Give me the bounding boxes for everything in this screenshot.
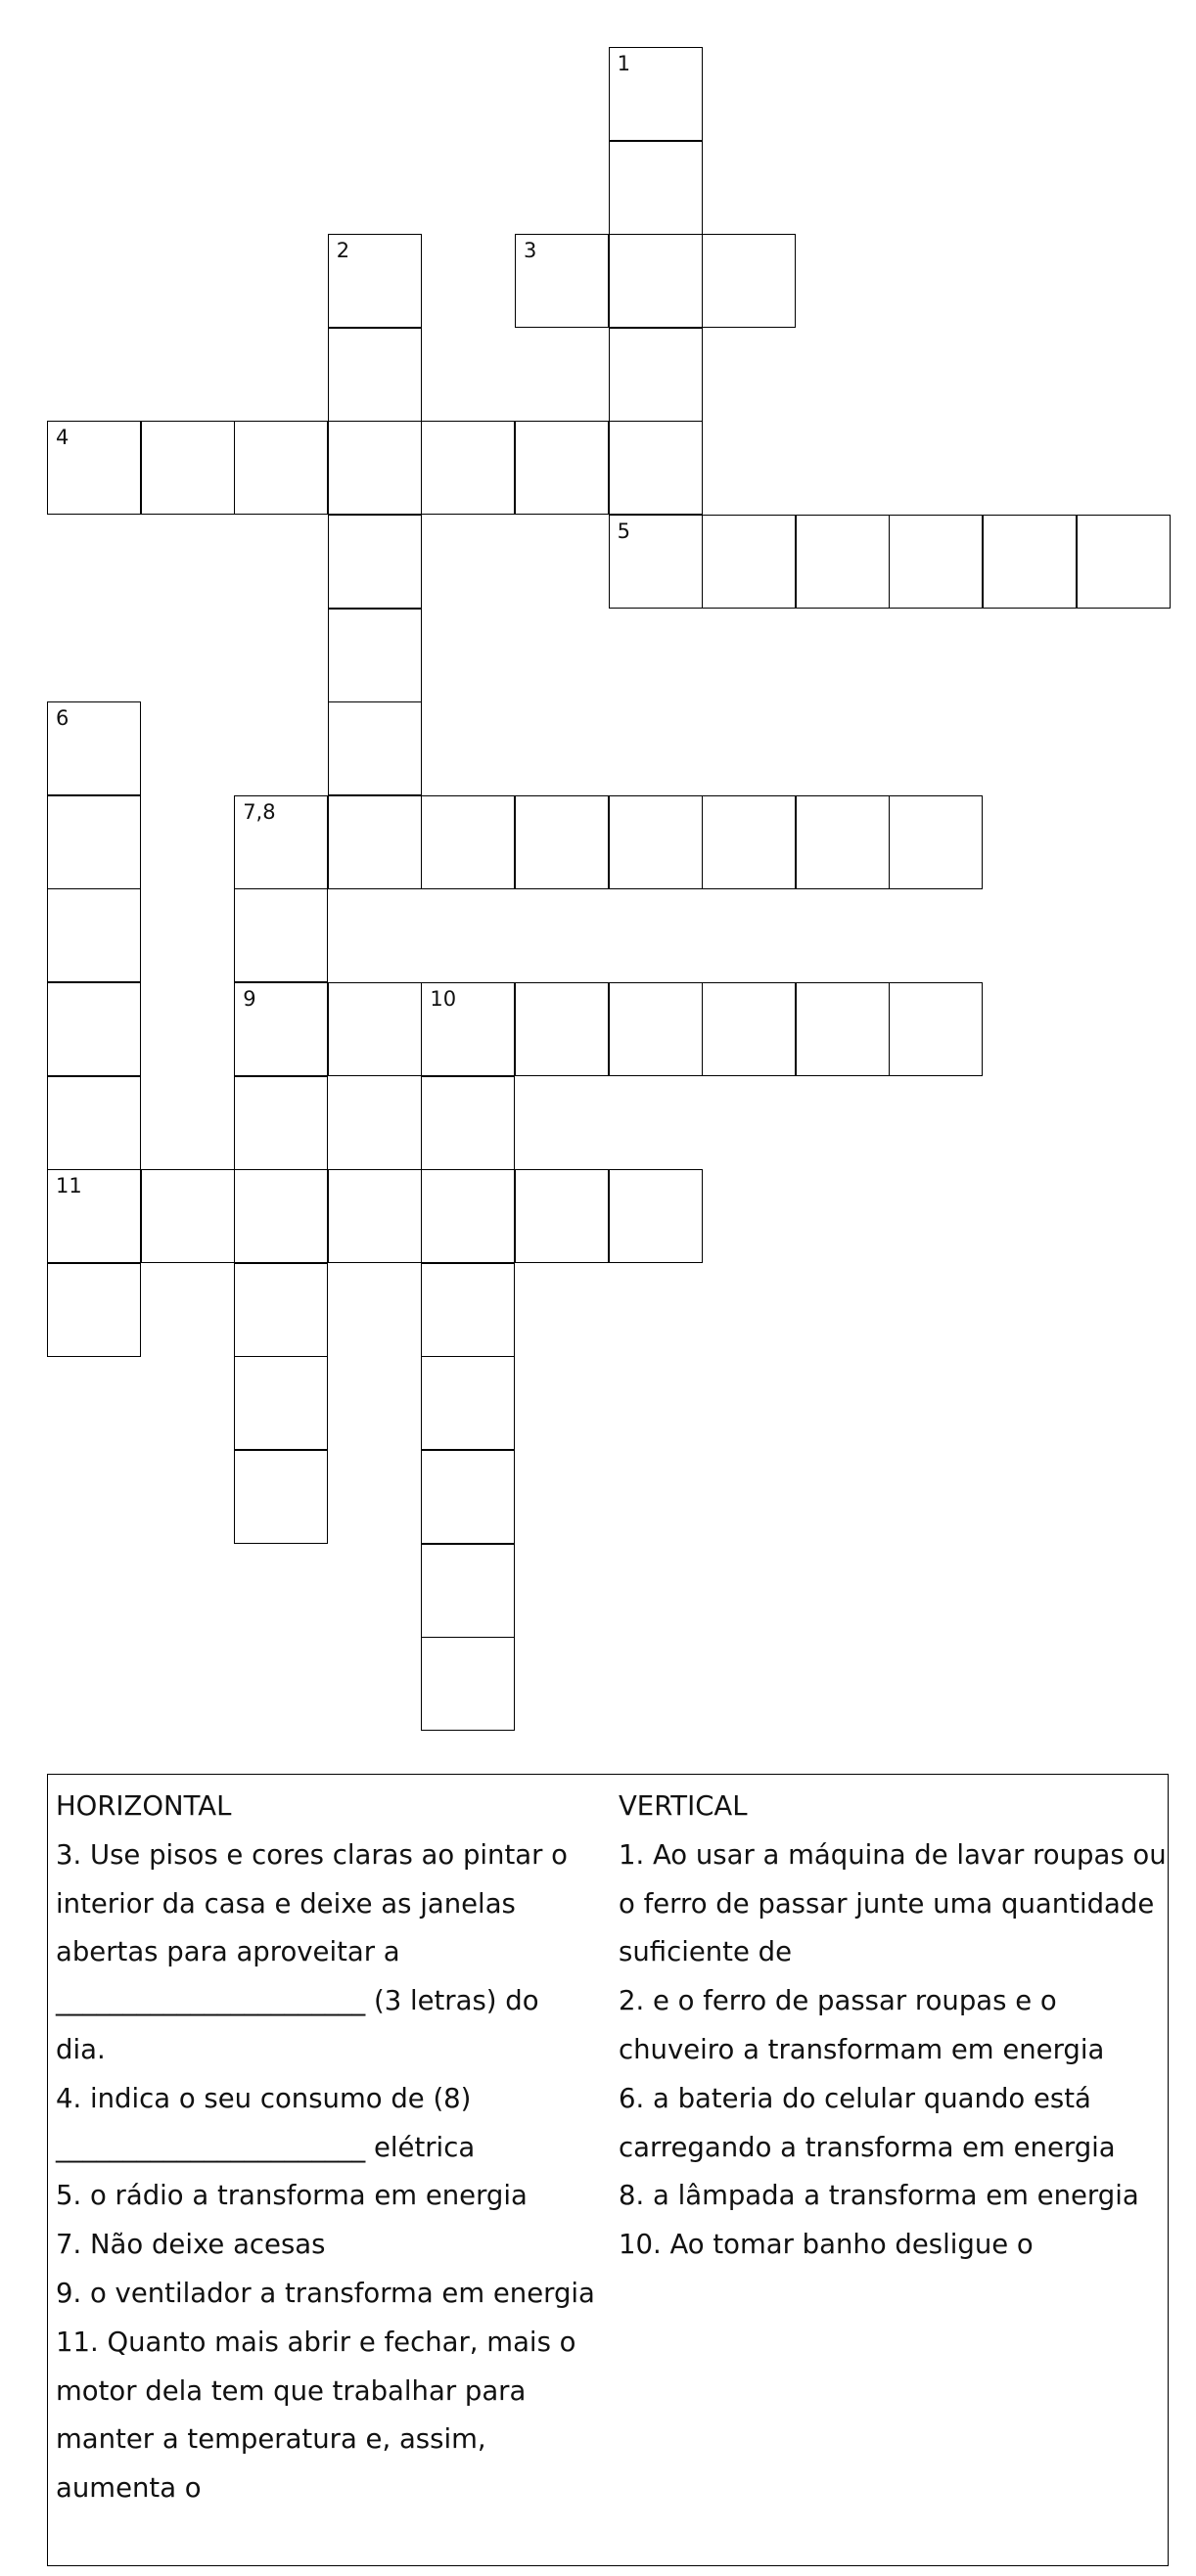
crossword-cell[interactable] <box>234 1076 328 1170</box>
crossword-cell[interactable] <box>47 1076 141 1170</box>
crossword-cell[interactable] <box>609 141 703 235</box>
clue-number: 9 <box>243 987 256 1011</box>
crossword-cell[interactable] <box>328 982 422 1076</box>
clue-line: _______________________ elétrica <box>56 2131 476 2163</box>
crossword-cell[interactable] <box>702 795 796 889</box>
crossword-cell[interactable] <box>609 421 703 515</box>
crossword-cell[interactable] <box>47 795 141 889</box>
clue-line: chuveiro a transformam em energia <box>619 2033 1105 2065</box>
crossword-cell[interactable] <box>889 795 983 889</box>
crossword-cell[interactable] <box>328 515 422 609</box>
crossword-cell[interactable] <box>796 795 890 889</box>
crossword-cell[interactable] <box>47 888 141 982</box>
clue-line: abertas para aproveitar a <box>56 1936 400 1968</box>
clue-line: 8. a lâmpada a transforma em energia <box>619 2180 1139 2212</box>
crossword-cell[interactable] <box>421 1544 515 1638</box>
clue-number: 2 <box>336 239 350 263</box>
clue-number: 5 <box>617 520 630 543</box>
crossword-cell[interactable] <box>421 1263 515 1357</box>
crossword-cell[interactable] <box>47 1169 141 1263</box>
crossword-cell[interactable] <box>609 234 703 328</box>
crossword-cell[interactable] <box>328 609 422 702</box>
clue-line: 11. Quanto mais abrir e fechar, mais o <box>56 2326 576 2358</box>
crossword-cell[interactable] <box>421 1169 515 1263</box>
crossword-cell[interactable] <box>47 982 141 1076</box>
crossword-cell[interactable] <box>421 1076 515 1170</box>
clue-line: _______________________ (3 letras) do <box>56 1985 539 2017</box>
clue-line: 6. a bateria do celular quando está <box>619 2082 1091 2114</box>
crossword-cell[interactable] <box>609 515 703 609</box>
horizontal-heading: HORIZONTAL <box>56 1790 232 1822</box>
clue-number: 4 <box>56 426 69 450</box>
crossword-cell[interactable] <box>47 1263 141 1357</box>
clue-number: 11 <box>56 1174 82 1198</box>
clue-line: carregando a transforma em energia <box>619 2131 1116 2163</box>
clue-line: motor dela tem que trabalhar para <box>56 2374 527 2407</box>
crossword-cell[interactable] <box>328 234 422 328</box>
clue-number: 1 <box>617 52 630 75</box>
crossword-cell[interactable] <box>234 1450 328 1544</box>
crossword-cell[interactable] <box>983 515 1077 609</box>
crossword-cell[interactable] <box>328 1169 422 1263</box>
crossword-cell[interactable] <box>328 421 422 515</box>
clue-line: 9. o ventilador a transforma em energia <box>56 2277 595 2309</box>
crossword-cell[interactable] <box>141 1169 235 1263</box>
crossword-cell[interactable] <box>234 888 328 982</box>
crossword-cell[interactable] <box>234 982 328 1076</box>
crossword-cell[interactable] <box>421 1637 515 1731</box>
crossword-cell[interactable] <box>609 795 703 889</box>
crossword-cell[interactable] <box>515 421 609 515</box>
crossword-cell[interactable] <box>515 795 609 889</box>
crossword-cell[interactable] <box>702 982 796 1076</box>
horizontal-clues <box>56 1783 614 2513</box>
clue-line: suficiente de <box>619 1936 793 1968</box>
crossword-cell[interactable] <box>421 982 515 1076</box>
clue-line: interior da casa e deixe as janelas <box>56 1887 516 1920</box>
clue-line: 7. Não deixe acesas <box>56 2229 326 2261</box>
crossword-cell[interactable] <box>328 701 422 795</box>
clue-number: 10 <box>430 987 457 1011</box>
clue-number: 3 <box>524 239 537 263</box>
crossword-cell[interactable] <box>328 328 422 422</box>
crossword-cell[interactable] <box>1077 515 1171 609</box>
clue-line: 4. indica o seu consumo de (8) <box>56 2082 472 2114</box>
crossword-cell[interactable] <box>702 515 796 609</box>
crossword-cell[interactable] <box>609 47 703 141</box>
crossword-cell[interactable] <box>234 1169 328 1263</box>
crossword-cell[interactable] <box>421 795 515 889</box>
crossword-cell[interactable] <box>515 234 609 328</box>
crossword-cell[interactable] <box>234 795 328 889</box>
crossword-cell[interactable] <box>421 1450 515 1544</box>
crossword-cell[interactable] <box>141 421 235 515</box>
crossword-cell[interactable] <box>421 421 515 515</box>
clue-number: 7,8 <box>243 799 276 824</box>
clue-line: dia. <box>56 2033 106 2065</box>
crossword-cell[interactable] <box>515 1169 609 1263</box>
clues-box <box>47 1774 1169 2566</box>
crossword-cell[interactable] <box>889 982 983 1076</box>
crossword-cell[interactable] <box>234 1263 328 1357</box>
crossword-cell[interactable] <box>702 234 796 328</box>
clue-line: 3. Use pisos e cores claras ao pintar o <box>56 1838 568 1871</box>
clue-line: manter a temperatura e, assim, <box>56 2423 486 2456</box>
crossword-cell[interactable] <box>234 1356 328 1450</box>
crossword-cell[interactable] <box>796 515 890 609</box>
crossword-cell[interactable] <box>796 982 890 1076</box>
vertical-clues <box>619 1783 1167 2270</box>
crossword-cell[interactable] <box>609 982 703 1076</box>
crossword-cell[interactable] <box>889 515 983 609</box>
crossword-cell[interactable] <box>421 1356 515 1450</box>
clue-line: o ferro de passar junte uma quantidade <box>619 1887 1155 1920</box>
crossword-cell[interactable] <box>328 795 422 889</box>
clue-line: 5. o rádio a transforma em energia <box>56 2180 528 2212</box>
crossword-cell[interactable] <box>234 421 328 515</box>
crossword-cell[interactable] <box>47 421 141 515</box>
clue-number: 6 <box>56 706 69 731</box>
crossword-cell[interactable] <box>47 701 141 795</box>
clue-line: 2. e o ferro de passar roupas e o <box>619 1985 1057 2017</box>
clue-line: aumenta o <box>56 2472 202 2505</box>
clue-line: 1. Ao usar a máquina de lavar roupas ou <box>619 1838 1167 1871</box>
vertical-heading: VERTICAL <box>619 1790 748 1822</box>
crossword-cell[interactable] <box>609 1169 703 1263</box>
crossword-cell[interactable] <box>515 982 609 1076</box>
crossword-cell[interactable] <box>609 328 703 422</box>
clue-line: 10. Ao tomar banho desligue o <box>619 2229 1034 2261</box>
